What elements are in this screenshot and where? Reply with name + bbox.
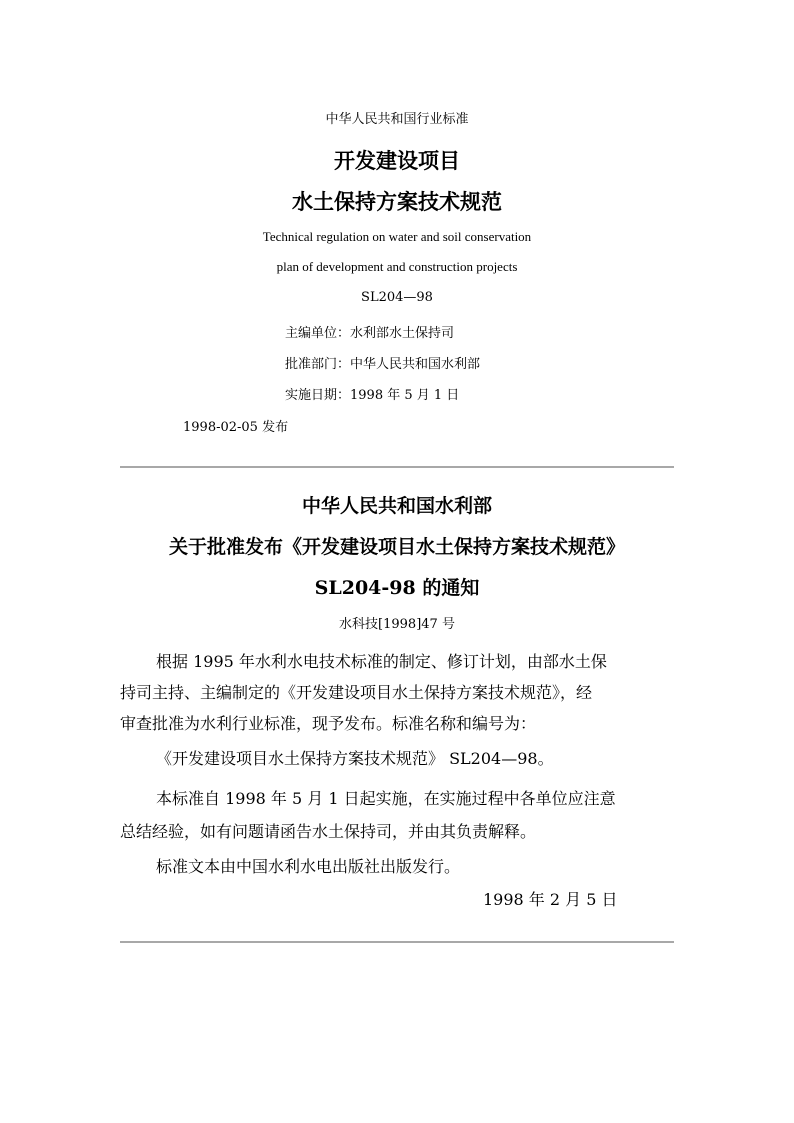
editor-value: 水利部水土保持司 <box>350 326 455 341</box>
effective-date-row <box>285 384 459 403</box>
title-line-1: 开发建设项目 <box>334 148 460 173</box>
english-title-line-2: plan of development and construction projects <box>276 259 518 274</box>
notice-heading-2: 关于批准发布《开发建设项目水土保持方案技术规范》 <box>168 536 625 558</box>
approver-label: 批准部门： <box>285 357 351 372</box>
paragraph-1-line-3: 审查批准为水利行业标准，现予发布。标准名称和编号为： <box>120 714 537 733</box>
standard-category: 中华人民共和国行业标准 <box>325 112 469 127</box>
effective-value: 1998 年 5 月 1 日 <box>350 388 460 403</box>
paragraph-1-line-1: 根据 1995 年水利水电技术标准的制定、修订计划，由部水土保 <box>156 652 607 671</box>
paragraph-3-line-2: 总结经验，如有问题请函告水土保持司，并由其负责解释。 <box>120 822 537 841</box>
editor-label: 主编单位： <box>285 326 351 341</box>
english-title-line-1: Technical regulation on water and soil conservation <box>262 229 532 244</box>
approver-value: 中华人民共和国水利部 <box>350 357 481 372</box>
paragraph-3-line-1: 本标准自 1998 年 5 月 1 日起实施，在实施过程中各单位应注意 <box>156 789 616 808</box>
approver-row <box>285 353 480 372</box>
notice-heading-1: 中华人民共和国水利部 <box>301 495 492 517</box>
document-number: 水科技[1998]47 号 <box>339 617 455 632</box>
paragraph-2: 《开发建设项目水土保持方案技术规范》 SL204—98。 <box>156 749 554 768</box>
title-line-2: 水土保持方案技术规范 <box>292 189 502 214</box>
publish-date: 1998-02-05 发布 <box>183 420 289 435</box>
paragraph-1-line-2: 持司主持、主编制定的《开发建设项目水土保持方案技术规范》，经 <box>120 683 593 702</box>
notice-date: 1998 年 2 月 5 日 <box>483 890 618 909</box>
divider-bottom <box>120 941 674 943</box>
editor-row <box>285 322 454 341</box>
divider-top <box>120 466 674 468</box>
notice-heading-3: SL204-98 的通知 <box>314 577 480 599</box>
paragraph-4: 标准文本由中国水利水电出版社出版发行。 <box>156 857 461 876</box>
effective-label: 实施日期： <box>285 388 351 403</box>
standard-code: SL204—98 <box>361 290 433 305</box>
